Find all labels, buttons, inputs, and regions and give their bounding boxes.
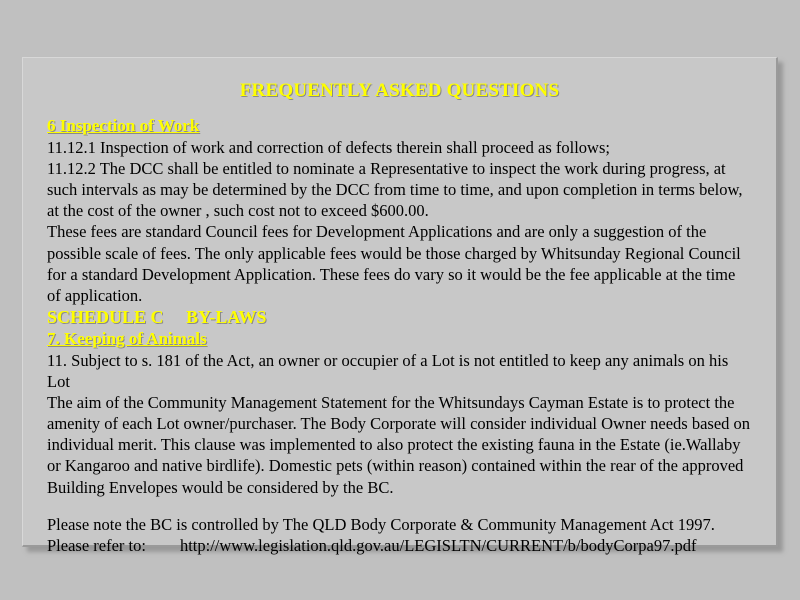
clause-11-animals: 11. Subject to s. 181 of the Act, an owner or occupier of a Lot is not entitled to keep any animals on his Lot [47,350,729,391]
page-title: FREQUENTLY ASKED QUESTIONS [239,80,560,101]
section-heading-inspection-of-work: 6 Inspection of Work [47,116,200,135]
body-corporate-note: Please note the BC is controlled by The QLD Body Corporate & Community Management Act 1997. [47,514,715,534]
refer-to-label: Please refer to: [47,536,146,556]
slide-canvas [22,57,778,556]
paragraph-spacer [47,498,752,514]
legislation-url[interactable]: http://www.legislation.qld.gov.au/LEGISLTN/CURRENT/b/bodyCorpa97.pdf [179,536,697,556]
schedule-c-heading: SCHEDULE C BY-LAWS [47,306,267,327]
community-management-statement-paragraph: The aim of the Community Management Statement for the Whitsundays Cayman Estate is to protect the amenity of each Lot owner/purchaser. The Body Corporate will consider individual Owner needs based on individual merit. This clause was implemented to also protect the existing fauna in the Estate (ie.Wallaby or Kangaroo and native birdlife). Domestic pets (within reason) contained within the rear of the approved Building Envelopes would be considered by the BC. [47,393,751,497]
fees-explanation-paragraph: These fees are standard Council fees for Development Applications and are only a suggestion of the possible scale of fees. The only applicable fees would be those charged by Whitsunday Regional Council for a standard Development Application. These fees do vary so it would be the fee applicable at the time of application. [47,222,741,305]
refer-to-line [47,535,752,556]
section-heading-keeping-of-animals: 7. Keeping of Animals [47,328,207,348]
clause-11-12-2: 11.12.2 The DCC shall be entitled to nominate a Representative to inspect the work during progress, at such intervals as may be determined by the DCC from time to time, and upon completion in terms below, at the cost of the owner , such cost not to exceed $600.00. [47,159,743,221]
clause-11-12-1: 11.12.1 Inspection of work and correction of defects therein shall proceed as follows; [47,138,610,157]
